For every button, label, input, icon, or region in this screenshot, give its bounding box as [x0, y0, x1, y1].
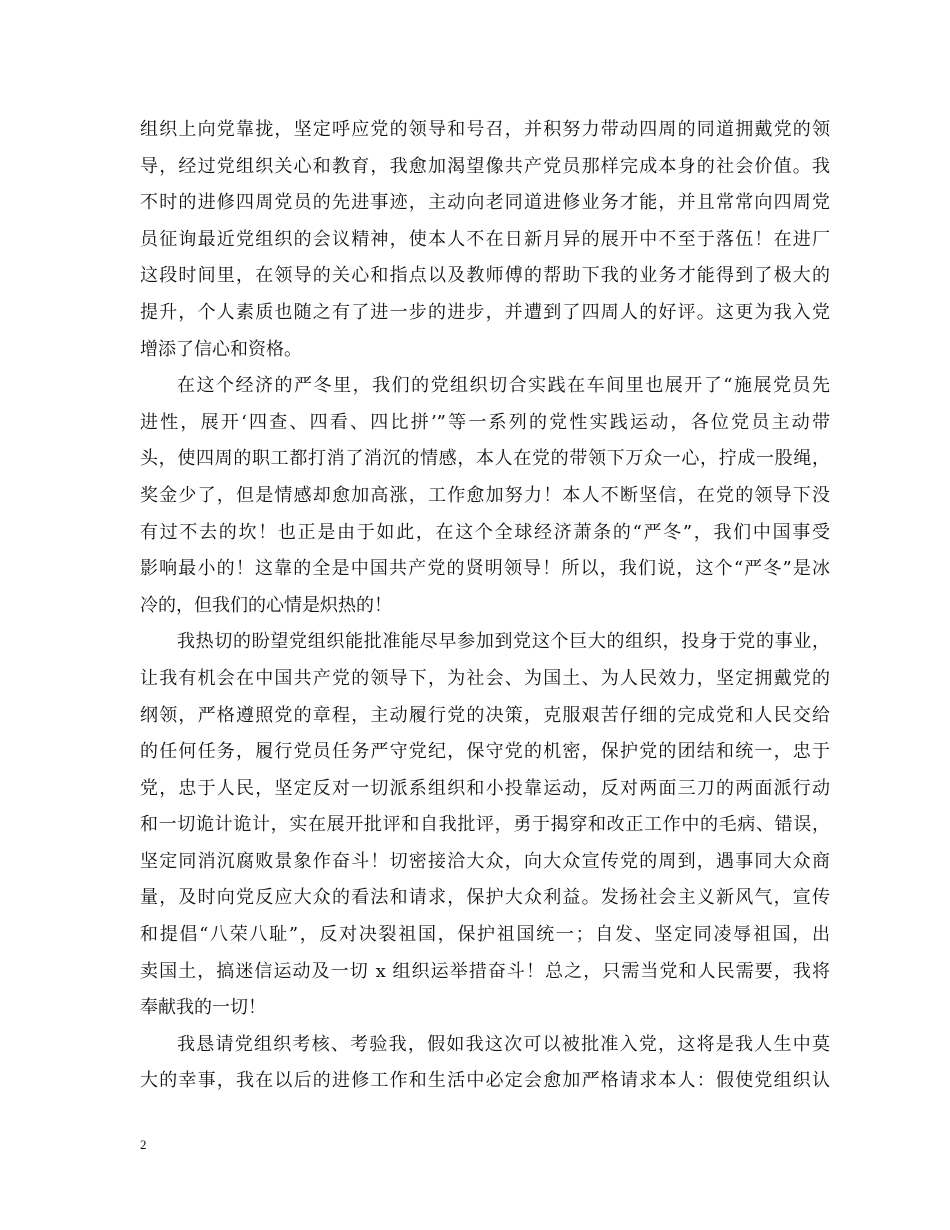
text-line: 在这个经济的严冬里，我们的党组织切合实践在车间里也展开了“施展党员先 — [177, 375, 830, 397]
text-line: 影响最小的！这靠的全是中国共产党的贤明领导！所以，我们说，这个“严冬”是冰 — [140, 558, 830, 580]
text-line: 这段时间里，在领导的关心和指点以及教师傅的帮助下我的业务才能得到了极大的 — [140, 265, 830, 287]
text-line: 提升，个人素质也随之有了进一步的进步，并遭到了四周人的好评。这更为我入党 — [140, 301, 830, 323]
text-line: 坚定同消沉腐败景象作奋斗！切密接洽大众，向大众宣传党的周到，遇事同大众商 — [140, 850, 830, 872]
text-line: 量，及时向党反应大众的看法和请求，保护大众利益。发扬社会主义新风气，宣传 — [140, 887, 830, 909]
text-line: 纲领，严格遵照党的章程，主动履行党的决策，克服艰苦仔细的完成党和人民交给 — [140, 704, 830, 726]
text-line: 组织上向党靠拢，坚定呼应党的领导和号召，并积努力带动四周的同道拥戴党的领 — [140, 119, 830, 140]
text-line: 增添了信心和资格。 — [140, 338, 302, 360]
text-line: 员征询最近党组织的会议精神，使本人不在日新月异的展开中不至于落伍！在进厂 — [140, 228, 830, 250]
text-line: 大的幸事，我在以后的进修工作和生活中必定会愈加严格请求本人：假使党组织认 — [140, 1070, 830, 1092]
text-line: 冷的，但我们的心情是炽热的！ — [140, 594, 392, 616]
text-line: 和提倡“八荣八耻”，反对决裂祖国，保护祖国统一；自发、坚定同凌辱祖国，出 — [140, 924, 830, 946]
text-line: 和一切诡计诡计，实在展开批评和自我批评，勇于揭穿和改正工作中的毛病、错误， — [140, 814, 830, 836]
text-line: 我恳请党组织考核、考验我，假如我这次可以被批准入党，这将是我人生中莫 — [177, 1033, 830, 1055]
text-line: 头，使四周的职工都打消了消沉的情感，本人在党的带领下万众一心，拧成一股绳， — [140, 448, 830, 470]
text-line: 导，经过党组织关心和教育，我愈加渴望像共产党员那样完成本身的社会价值。我 — [140, 155, 830, 177]
text-line: 的任何任务，履行党员任务严守党纪，保守党的机密，保护党的团结和统一，忠于 — [140, 741, 830, 763]
page-number: 2 — [140, 1137, 147, 1152]
text-line: 卖国土，搞迷信运动及一切 x 组织运举措奋斗！总之，只需当党和人民需要，我将 — [140, 960, 830, 982]
text-line: 有过不去的坎！也正是由于如此，在这个全球经济萧条的“严冬”，我们中国事受 — [140, 521, 830, 543]
text-line: 不时的进修四周党员的先进事迹，主动向老同道进修业务才能，并且常常向四周党 — [140, 192, 830, 214]
document-body — [140, 112, 830, 1100]
text-line: 让我有机会在中国共产党的领导下，为社会、为国土、为人民效力，坚定拥戴党的 — [140, 667, 830, 689]
text-line: 进性，展开‘四查、四看、四比拼’”等一系列的党性实践运动，各位党员主动带 — [140, 411, 830, 433]
text-line: 党，忠于人民，坚定反对一切派系组织和小投靠运动，反对两面三刀的两面派行动 — [140, 777, 830, 799]
text-line: 我热切的盼望党组织能批准能尽早参加到党这个巨大的组织，投身于党的事业， — [177, 631, 830, 653]
text-line: 奖金少了，但是情感却愈加高涨，工作愈加努力！本人不断坚信，在党的领导下没 — [140, 484, 830, 506]
text-line: 奉献我的一切！ — [140, 997, 266, 1019]
